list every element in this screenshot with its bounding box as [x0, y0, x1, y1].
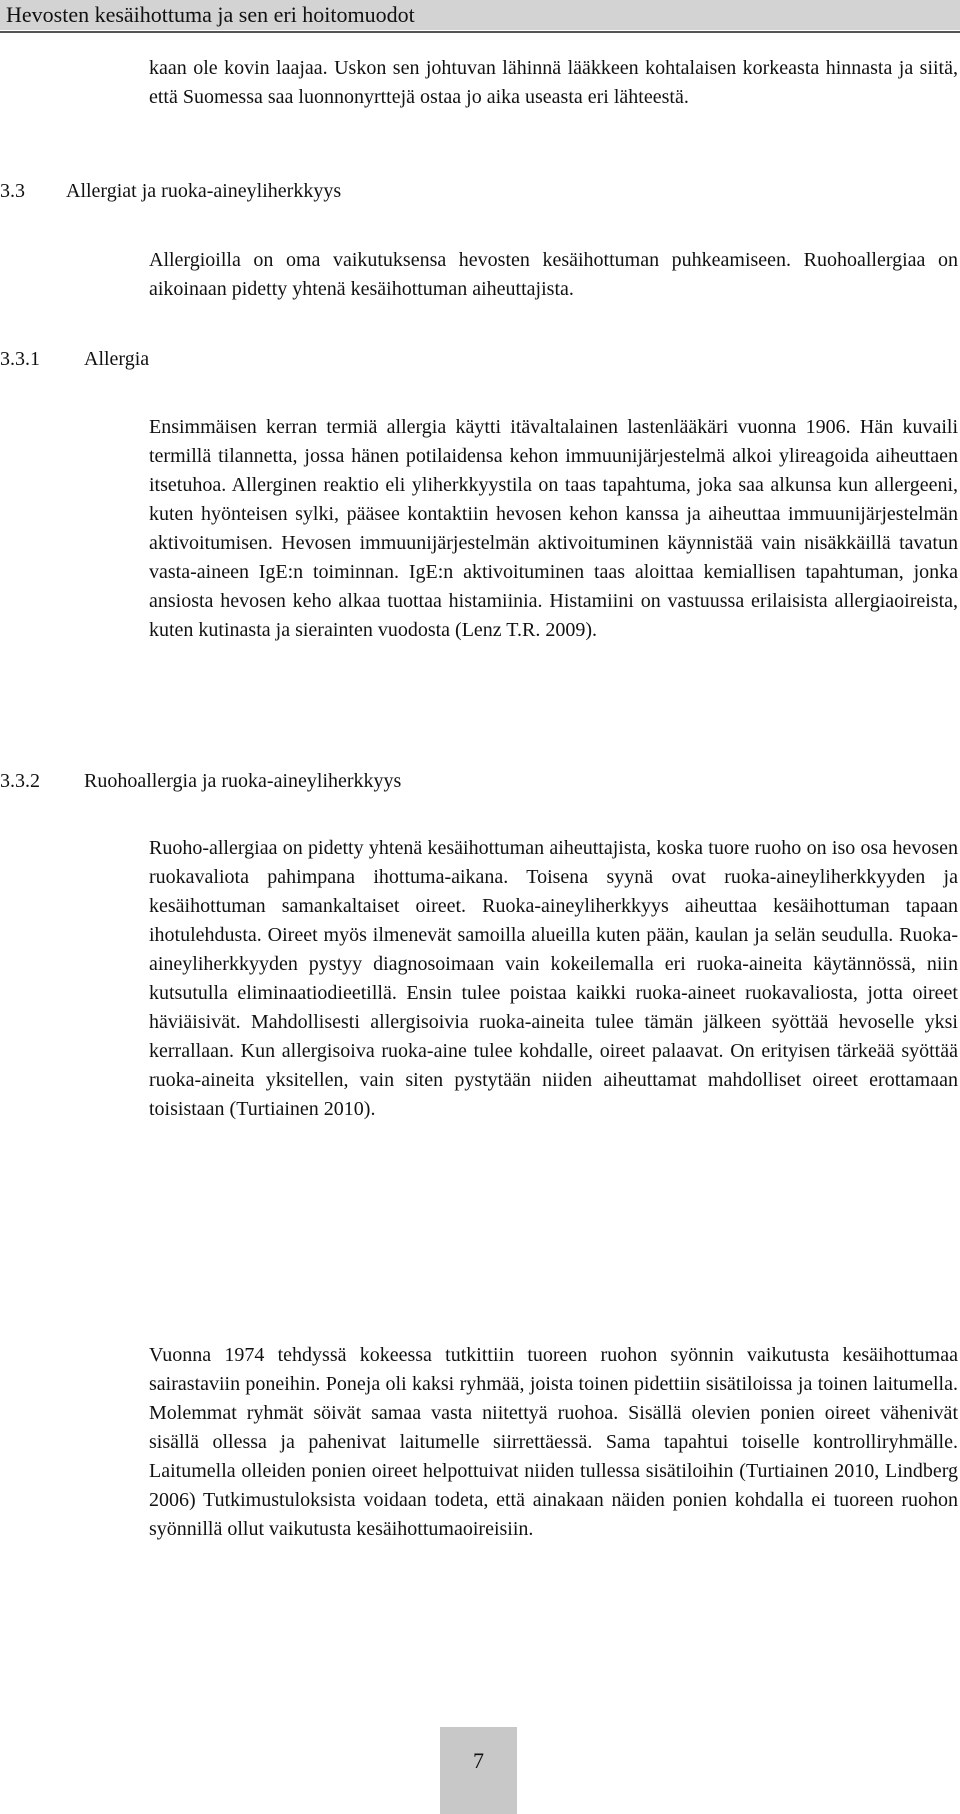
section-3-3-1-paragraph: Ensimmäisen kerran termiä allergia käytti itävaltalainen lastenlääkäri vuonna 1906. Hän kuvaili termillä tilannetta, jossa hänen potilaidensa kehon immuunijärjestelmä alkoi ylireagoida aiheuttaen itsetuhoa. Allerginen reaktio eli yliherkkyystila on taas tapahtuma, joka saa alkunsa kun allergeeni, kuten hyönteisen sylki, pääsee kontaktiin hevosen kehon kanssa ja aiheuttaa immuunijärjestelmän aktivoitumisen. Hevosen immuunijärjestelmän aktivoituminen käynnistää vain nisäkkäillä tavatun vasta-aineen IgE:n toiminnan. IgE:n aktivoituminen taas aloittaa kemiallisen tapahtuman, jonka ansiosta hevosen keho alkaa tuottaa histamiinia. Histamiini on vastuussa erilaisista allergiaoireista, kuten kutinasta ja sierainten vuodosta (Lenz T.R. 2009).	[149, 416, 958, 641]
running-header	[0, 0, 960, 30]
page-number: 7	[473, 1748, 484, 1773]
section-3-3-2-paragraph-2: Vuonna 1974 tehdyssä kokeessa tutkittiin tuoreen ruohon syönnin vaikutusta kesäihottumaa sairastaviin poneihin. Poneja oli kaksi ryhmää, joista toinen pidettiin sisätiloissa ja toinen laitumella. Molemmat ryhmät söivät samaa vasta niitettyä ruohoa. Sisällä olevien ponien oireet vähenivät sisällä ollessa ja pahenivat laitumelle siirrettäessä. Sama tapahtui toiselle kontrolliryhmälle. Laitumella olleiden ponien oireet helpottuivat niiden tullessa sisätiloihin (Turtiainen 2010, Lindberg 2006) Tutkimustuloksista voidaan todeta, että ainakaan näiden ponien kohdalla ei tuoreen ruohon syönnillä ollut vaikutusta kesäihottumaoireisiin.	[149, 1344, 958, 1540]
section-heading-3-3-1	[0, 345, 149, 374]
page-number-box	[440, 1727, 517, 1814]
section-3-3-paragraph: Allergioilla on oma vaikutuksensa hevosten kesäihottuman puhkeamiseen. Ruohoallergiaa on aikoinaan pidetty yhtenä kesäihottuman aiheuttajista.	[149, 249, 958, 300]
running-header-title: Hevosten kesäihottuma ja sen eri hoitomuodot	[6, 2, 415, 27]
section-title: Ruohoallergia ja ruoka-aineyliherkkyys	[84, 770, 402, 792]
intro-paragraph: kaan ole kovin laajaa. Uskon sen johtuvan lähinnä lääkkeen kohtalaisen korkeasta hinnasta ja siitä, että Suomessa saa luonnonyrttejä ostaa jo aika useasta eri lähteestä.	[149, 57, 958, 108]
section-heading-3-3-2	[0, 767, 401, 796]
section-title: Allergiat ja ruoka-aineyliherkkyys	[66, 180, 342, 202]
section-number: 3.3	[0, 180, 25, 202]
section-heading-3-3	[0, 177, 341, 206]
section-number: 3.3.1	[0, 348, 40, 370]
section-number: 3.3.2	[0, 770, 40, 792]
header-divider	[0, 31, 960, 33]
section-3-3-2-paragraph-1: Ruoho-allergiaa on pidetty yhtenä kesäihottuman aiheuttajista, koska tuore ruoho on iso osa hevosen ruokavaliota pahimpana ihottuma-aikana. Toisena syynä ovat ruoka-aineyliherkkyyden ja kesäihottuman samankaltaiset oireet. Ruoka-aineyliherkkyys aiheuttaa kesäihottuman tapaan ihotulehdusta. Oireet myös ilmenevät samoilla alueilla kuten pään, kaulan ja selän seudulla. Ruoka-aineyliherkkyyden pystyy diagnosoimaan vain kokeilemalla eri ruoka-aineita käytännössä, niin kutsutulla eliminaatiodieetillä. Ensin tulee poistaa kaikki ruoka-aineet ruokavaliosta, jotta oireet häviäisivät. Mahdollisesti allergisoivia ruoka-aineita tulee tämän jälkeen syöttää hevoselle yksi kerrallaan. Kun allergisoiva ruoka-aine tulee kohdalle, oireet palaavat. On erityisen tärkeää syöttää ruoka-aineita yksitellen, vain siten pystytään niiden aiheuttamat mahdolliset oireet erottamaan toisistaan (Turtiainen 2010).	[149, 837, 958, 1120]
section-title: Allergia	[84, 348, 150, 370]
